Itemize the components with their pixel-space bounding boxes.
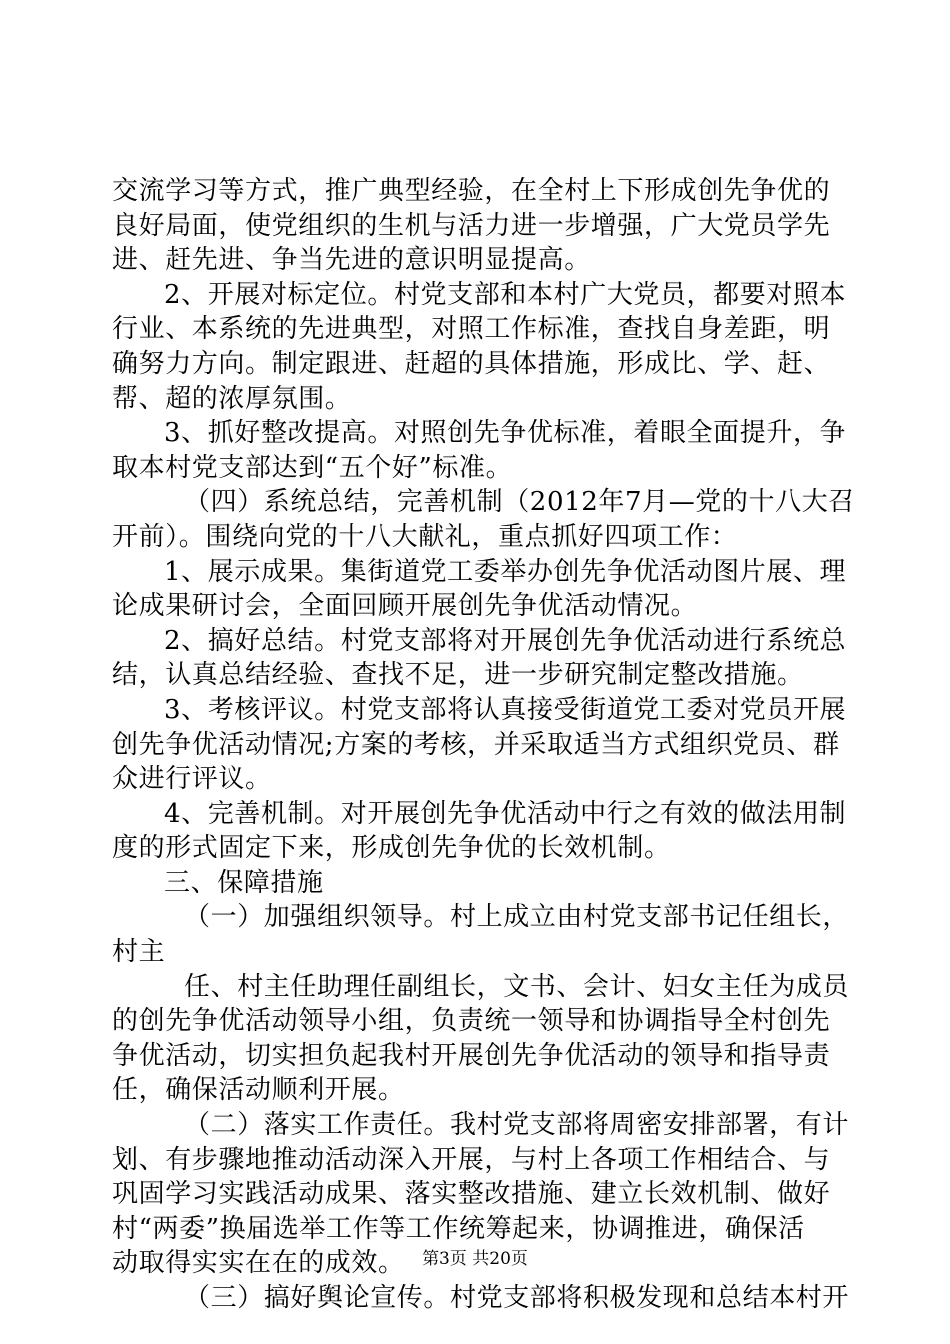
text-line: 结，认真总结经验、查找不足，进一步研究制定整改措施。	[112, 660, 804, 691]
text-line: 3、抓好整改提高。对照创先争优标准，着眼全面提升，争	[164, 418, 847, 449]
text-line: 论成果研讨会，全面回顾开展创先争优活动情况。	[112, 591, 698, 622]
text-line: 三、保障措施	[164, 867, 324, 898]
text-line: 2、开展对标定位。村党支部和本村广大党员，都要对照本	[164, 279, 847, 310]
text-line: 划、有步骤地推动活动深入开展，与村上各项工作相结合、与	[112, 1144, 831, 1175]
text-line: 任，确保活动顺利开展。	[112, 1075, 405, 1106]
text-line: 村“两委”换届选举工作等工作统筹起来，协调推进，确保活	[112, 1213, 805, 1244]
page-footer: 第3页 共20页	[422, 1249, 528, 1269]
text-line: 的创先争优活动领导小组，负责统一领导和协调指导全村创先	[112, 1006, 831, 1037]
text-line: 行业、本系统的先进典型，对照工作标准，查找自身差距，明	[112, 314, 831, 345]
text-line: 巩固学习实践活动成果、落实整改措施、建立长效机制、做好	[112, 1179, 831, 1210]
text-line: 帮、超的浓厚氛围。	[112, 383, 352, 414]
text-line: （二）落实工作责任。我村党支部将周密安排部署，有计	[184, 1110, 850, 1141]
text-line: 众进行评议。	[112, 764, 272, 795]
text-line: 2、搞好总结。村党支部将对开展创先争优活动进行系统总	[164, 625, 847, 656]
text-line: （四）系统总结，完善机制（2012年7月—党的十八大召	[184, 487, 855, 518]
text-line: 村主	[112, 937, 166, 968]
text-line: （三）搞好舆论宣传。村党支部将积极发现和总结本村开	[184, 1283, 850, 1313]
text-line: 取本村党支部达到“五个好”标准。	[112, 452, 513, 483]
text-line: 交流学习等方式，推广典型经验，在全村上下形成创先争优的	[112, 176, 831, 206]
text-line: 4、完善机制。对开展创先争优活动中行之有效的做法用制	[164, 798, 847, 829]
text-line: 动取得实实在在的成效。	[112, 1248, 405, 1279]
text-line: 争优活动，切实担负起我村开展创先争优活动的领导和指导责	[112, 1040, 831, 1071]
text-line: 3、考核评议。村党支部将认真接受街道党工委对党员开展	[164, 694, 847, 725]
text-line: 开前）。围绕向党的十八大献礼，重点抓好四项工作：	[112, 521, 738, 552]
text-line: 1、展示成果。集街道党工委举办创先争优活动图片展、理	[164, 556, 847, 587]
document-body	[112, 174, 855, 1316]
text-line: 度的形式固定下来，形成创先争优的长效机制。	[112, 833, 671, 864]
text-line: （一）加强组织领导。村上成立由村党支部书记任组长，	[184, 902, 850, 933]
text-line: 任、村主任助理任副组长，文书、会计、妇女主任为成员	[184, 971, 850, 1002]
text-line: 创先争优活动情况;方案的考核，并采取适当方式组织党员、群	[112, 729, 840, 760]
text-line: 进、赶先进、争当先进的意识明显提高。	[112, 245, 591, 276]
text-line: 良好局面，使党组织的生机与活力进一步增强，广大党员学先	[112, 210, 831, 241]
text-line: 确努力方向。制定跟进、赶超的具体措施，形成比、学、赶、	[112, 348, 831, 379]
